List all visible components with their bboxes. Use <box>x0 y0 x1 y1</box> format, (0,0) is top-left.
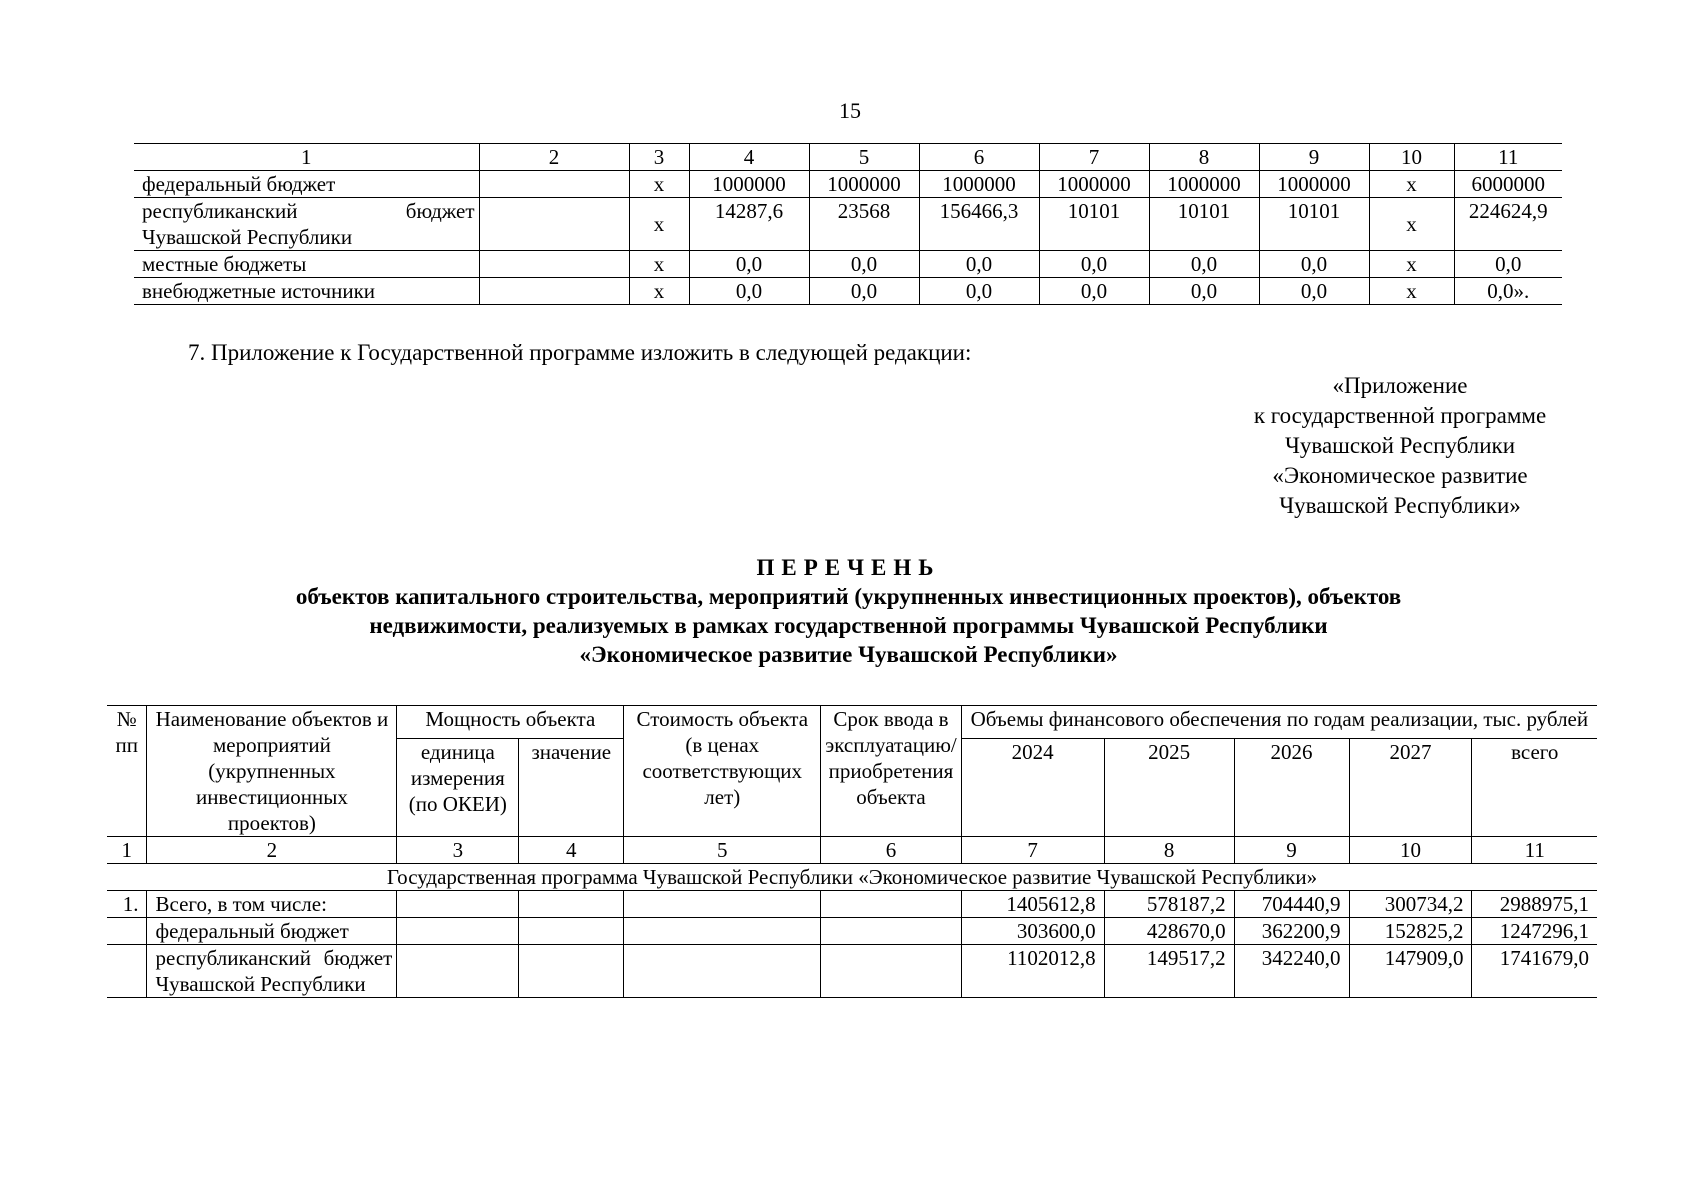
top-header-cell: 1 <box>134 144 479 171</box>
column-number: 8 <box>1104 837 1234 864</box>
table-cell <box>624 918 821 945</box>
column-number: 11 <box>1472 837 1597 864</box>
table-cell <box>624 891 821 918</box>
table-cell: 1247296,1 <box>1472 918 1597 945</box>
table-cell: х <box>629 198 689 251</box>
amendment-paragraph: 7. Приложение к Государственной программе изложить в следующей редакции: <box>188 340 972 365</box>
appendix-line: Чувашской Республики» <box>1279 493 1521 518</box>
table-cell: 0,0 <box>1454 251 1562 278</box>
column-number-row <box>107 837 1597 864</box>
table-cell <box>397 945 519 998</box>
table-cell: 152825,2 <box>1349 918 1472 945</box>
table-cell: 578187,2 <box>1104 891 1234 918</box>
table-cell <box>519 891 624 918</box>
header-year: 2025 <box>1104 739 1234 837</box>
top-budget-table <box>134 143 1562 305</box>
table-cell <box>397 918 519 945</box>
header-cost: Стоимость объекта (в ценах соответствующих лет) <box>624 706 821 837</box>
table-cell: 342240,0 <box>1234 945 1349 998</box>
table-row <box>134 171 1562 198</box>
table-cell: х <box>629 171 689 198</box>
table-cell: 0,0 <box>809 251 919 278</box>
table-cell: 0,0 <box>919 251 1039 278</box>
title-line: «Экономическое развитие Чувашской Республики» <box>579 642 1118 667</box>
table-cell: 1000000 <box>689 171 809 198</box>
table-cell: 14287,6 <box>689 198 809 251</box>
appendix-line: «Приложение <box>1332 373 1468 398</box>
header-year: 2027 <box>1349 739 1472 837</box>
title-line: объектов капитального строительства, мероприятий (укрупненных инвестиционных проектов), объектов <box>295 584 1402 609</box>
table-cell: х <box>1369 251 1454 278</box>
table-cell <box>479 278 629 305</box>
title-heading: ПЕРЕЧЕНЬ <box>756 555 941 580</box>
table-cell: 1000000 <box>1039 171 1149 198</box>
table-cell: х <box>1369 278 1454 305</box>
row-label: местные бюджеты <box>134 251 479 278</box>
row-label: федеральный бюджет <box>147 918 397 945</box>
table-cell: 1102012,8 <box>961 945 1104 998</box>
table-cell: 1405612,8 <box>961 891 1104 918</box>
table-cell <box>397 891 519 918</box>
table-cell: 0,0 <box>1259 278 1369 305</box>
header-capacity: Мощность объекта <box>397 706 624 739</box>
table-cell: 0,0 <box>1149 251 1259 278</box>
top-header-cell: 7 <box>1039 144 1149 171</box>
header-year: 2026 <box>1234 739 1349 837</box>
column-number: 9 <box>1234 837 1349 864</box>
column-number: 5 <box>624 837 821 864</box>
header-name: Наименование объектов и мероприятий (укрупненных инвестиционных проектов) <box>147 706 397 837</box>
table-cell: 1000000 <box>919 171 1039 198</box>
document-title <box>0 553 1697 669</box>
table-cell: 23568 <box>809 198 919 251</box>
column-number: 10 <box>1349 837 1472 864</box>
table-cell: 0,0». <box>1454 278 1562 305</box>
row-number <box>107 918 147 945</box>
row-label: республиканский бюджет Чувашской Республики <box>134 198 479 251</box>
table-cell: х <box>629 251 689 278</box>
column-number: 7 <box>961 837 1104 864</box>
table-cell: 704440,9 <box>1234 891 1349 918</box>
table-cell: 10101 <box>1149 198 1259 251</box>
table-cell: 0,0 <box>919 278 1039 305</box>
table-cell: 149517,2 <box>1104 945 1234 998</box>
table-cell: 1000000 <box>809 171 919 198</box>
table-cell: 303600,0 <box>961 918 1104 945</box>
table-row <box>107 918 1597 945</box>
top-header-cell: 9 <box>1259 144 1369 171</box>
row-label: федеральный бюджет <box>134 171 479 198</box>
objects-table <box>107 705 1597 998</box>
top-header-cell: 4 <box>689 144 809 171</box>
table-cell: 2988975,1 <box>1472 891 1597 918</box>
row-number <box>107 945 147 998</box>
table-cell: 1741679,0 <box>1472 945 1597 998</box>
appendix-line: «Экономическое развитие <box>1272 463 1528 488</box>
top-header-cell: 6 <box>919 144 1039 171</box>
table-cell <box>624 945 821 998</box>
table-cell: 0,0 <box>689 251 809 278</box>
table-cell: 0,0 <box>809 278 919 305</box>
table-cell: 147909,0 <box>1349 945 1472 998</box>
title-line: недвижимости, реализуемых в рамках государственной программы Чувашской Республики <box>369 613 1328 638</box>
header-unit: единица измерения (по ОКЕИ) <box>397 739 519 837</box>
table-row <box>107 945 1597 998</box>
table-cell: 0,0 <box>1039 278 1149 305</box>
table-cell: 0,0 <box>1149 278 1259 305</box>
header-year: 2024 <box>961 739 1104 837</box>
column-number: 2 <box>147 837 397 864</box>
appendix-block <box>1200 371 1600 521</box>
top-header-cell: 11 <box>1454 144 1562 171</box>
table-cell: 224624,9 <box>1454 198 1562 251</box>
header-funding: Объемы финансового обеспечения по годам реализации, тыс. рублей <box>961 706 1597 739</box>
table-cell: х <box>1369 171 1454 198</box>
table-cell <box>479 251 629 278</box>
table-cell: 1000000 <box>1149 171 1259 198</box>
table-cell <box>821 891 961 918</box>
table-cell: 0,0 <box>689 278 809 305</box>
table-cell: 300734,2 <box>1349 891 1472 918</box>
top-header-cell: 5 <box>809 144 919 171</box>
column-number: 1 <box>107 837 147 864</box>
top-header-cell: 3 <box>629 144 689 171</box>
table-cell: 6000000 <box>1454 171 1562 198</box>
column-number: 6 <box>821 837 961 864</box>
table-cell <box>479 171 629 198</box>
table-cell: 10101 <box>1259 198 1369 251</box>
top-header-row <box>134 144 1562 171</box>
section-row <box>107 864 1597 891</box>
table-row <box>134 198 1562 251</box>
table-cell: 0,0 <box>1259 251 1369 278</box>
top-header-cell: 8 <box>1149 144 1259 171</box>
table-cell: 362200,9 <box>1234 918 1349 945</box>
header-no: № пп <box>107 706 147 837</box>
table-row <box>107 891 1597 918</box>
header-total: всего <box>1472 739 1597 837</box>
row-label: республиканский бюджет Чувашской Республики <box>147 945 397 998</box>
table-cell: х <box>1369 198 1454 251</box>
header-value: значение <box>519 739 624 837</box>
table-row <box>134 278 1562 305</box>
header-term: Срок ввода в эксплуатацию/приобретения объекта <box>821 706 961 837</box>
table-cell <box>519 918 624 945</box>
column-number: 3 <box>397 837 519 864</box>
page-number: 15 <box>839 98 861 123</box>
table-cell: 10101 <box>1039 198 1149 251</box>
table-cell: 1000000 <box>1259 171 1369 198</box>
table-cell: х <box>629 278 689 305</box>
table-row <box>134 251 1562 278</box>
column-number: 4 <box>519 837 624 864</box>
table-cell <box>821 918 961 945</box>
table-cell <box>821 945 961 998</box>
appendix-line: Чувашской Республики <box>1284 433 1516 458</box>
table-cell: 428670,0 <box>1104 918 1234 945</box>
section-title: Государственная программа Чувашской Республики «Экономическое развитие Чувашской Республики» <box>107 864 1597 891</box>
table-cell <box>479 198 629 251</box>
row-label: внебюджетные источники <box>134 278 479 305</box>
top-header-cell: 2 <box>479 144 629 171</box>
appendix-line: к государственной программе <box>1253 403 1547 428</box>
table-cell: 0,0 <box>1039 251 1149 278</box>
table-header-row <box>107 706 1597 739</box>
table-cell: 156466,3 <box>919 198 1039 251</box>
table-cell <box>519 945 624 998</box>
top-header-cell: 10 <box>1369 144 1454 171</box>
row-label: Всего, в том числе: <box>147 891 397 918</box>
row-number: 1. <box>107 891 147 918</box>
